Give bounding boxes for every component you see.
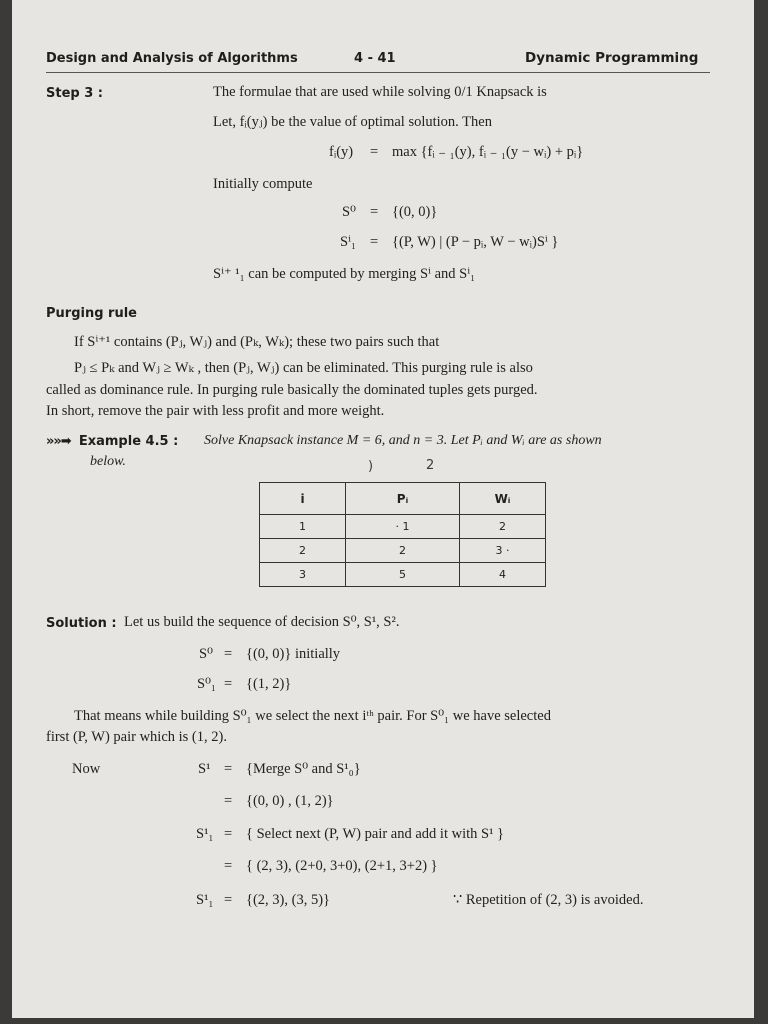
- pen-annotation: 2: [426, 458, 435, 473]
- page-number: 4 - 41: [354, 51, 396, 66]
- example-text-2: below.: [90, 454, 126, 469]
- table-cell: 4: [460, 563, 546, 587]
- sol-l2-eq: =: [224, 793, 233, 809]
- solution-label: Solution :: [46, 616, 117, 631]
- table-cell: · 1: [346, 515, 460, 539]
- sol-l5-eq: =: [224, 892, 233, 908]
- purging-line-2: Pⱼ ≤ Pₖ and Wⱼ ≥ Wₖ , then (Pⱼ, Wⱼ) can be eliminated. This purging rule is also: [74, 360, 533, 376]
- s0-eq: =: [370, 204, 379, 220]
- table-cell: 2: [260, 539, 346, 563]
- sol-l3-lhs: S¹₁: [196, 826, 214, 842]
- sol-s0-rhs: {(0, 0)} initially: [246, 646, 341, 662]
- sol-s0-lhs: S⁰: [199, 646, 213, 662]
- arrow-icon: »»➡: [46, 434, 71, 449]
- table-cell: 1: [260, 515, 346, 539]
- sol-l3-rhs: { Select next (P, W) pair and add it with S¹ }: [246, 826, 505, 842]
- table-cell: 2: [460, 515, 546, 539]
- step-line-1: The formulae that are used while solving 0/1 Knapsack is: [213, 84, 547, 100]
- table-row: [260, 539, 546, 563]
- sol-l1-rhs: {Merge S⁰ and S¹₀}: [246, 761, 361, 777]
- formula-eq: =: [370, 144, 379, 160]
- purging-line-3: called as dominance rule. In purging rule basically the dominated tuples gets purged.: [46, 382, 538, 398]
- formula-lhs: fᵢ(y): [329, 144, 354, 160]
- purging-line-1: If Sⁱ⁺¹ contains (Pⱼ, Wⱼ) and (Pₖ, Wₖ); these two pairs such that: [74, 334, 440, 350]
- table-row: [260, 515, 546, 539]
- table-header: i: [260, 483, 346, 515]
- table-cell: 3: [260, 563, 346, 587]
- sol-l4-rhs: { (2, 3), (2+0, 3+0), (2+1, 3+2) }: [246, 858, 438, 874]
- running-header-title: Design and Analysis of Algorithms: [46, 51, 298, 66]
- pen-annotation: ): [368, 459, 374, 474]
- sol-s01-rhs: {(1, 2)}: [246, 676, 292, 692]
- now-label: Now: [72, 761, 101, 777]
- sol-l1-lhs: S¹: [198, 761, 211, 777]
- purging-line-4: In short, remove the pair with less profit and more weight.: [46, 403, 385, 419]
- table-header: Wᵢ: [460, 483, 546, 515]
- s1-rhs: {(P, W) | (P − pᵢ, W − wᵢ)Sⁱ }: [392, 234, 559, 250]
- sol-s0-eq: =: [224, 646, 233, 662]
- sol-l2-rhs: {(0, 0) , (1, 2)}: [246, 793, 334, 809]
- step-label: Step 3 :: [46, 86, 103, 101]
- s0-lhs: S⁰: [342, 204, 356, 220]
- knapsack-table: [259, 482, 546, 587]
- formula-rhs: max {fᵢ ₋ ₁(y), fᵢ ₋ ₁(y − wᵢ) + pᵢ}: [392, 144, 584, 160]
- table-row: [260, 563, 546, 587]
- table-cell: 2: [346, 539, 460, 563]
- sol-s01-lhs: S⁰₁: [197, 676, 216, 692]
- sol-l5-note: ∵ Repetition of (2, 3) is avoided.: [453, 892, 644, 908]
- solution-para-1: That means while building S⁰₁ we select the next iᵗʰ pair. For S⁰₁ we have selected: [74, 708, 551, 724]
- page: [12, 0, 754, 1018]
- s1-eq: =: [370, 234, 379, 250]
- sol-l5-lhs: S¹₁: [196, 892, 214, 908]
- sol-l4-eq: =: [224, 858, 233, 874]
- s1-lhs: Sⁱ₁: [340, 234, 357, 250]
- example-heading: [46, 434, 178, 449]
- sol-l3-eq: =: [224, 826, 233, 842]
- running-header-chapter: Dynamic Programming: [525, 50, 699, 66]
- example-label: Example 4.5 :: [78, 434, 179, 449]
- table-cell: 3 ·: [460, 539, 546, 563]
- example-text-1: Solve Knapsack instance M = 6, and n = 3. Let Pᵢ and Wᵢ are as shown: [204, 433, 602, 448]
- s0-rhs: {(0, 0)}: [392, 204, 438, 220]
- sol-s01-eq: =: [224, 676, 233, 692]
- header-rule: [46, 72, 710, 73]
- sol-l1-eq: =: [224, 761, 233, 777]
- purging-title: Purging rule: [46, 306, 137, 321]
- solution-para-2: first (P, W) pair which is (1, 2).: [46, 729, 227, 745]
- initially-compute: Initially compute: [213, 176, 313, 192]
- merge-note: Sⁱ⁺ ¹₁ can be computed by merging Sⁱ and Sⁱ₁: [213, 266, 476, 282]
- table-header: Pᵢ: [346, 483, 460, 515]
- table-header-row: [260, 483, 546, 515]
- step-line-2: Let, fᵢ(yⱼ) be the value of optimal solution. Then: [213, 114, 492, 130]
- sol-l5-rhs: {(2, 3), (3, 5)}: [246, 892, 330, 908]
- table-cell: 5: [346, 563, 460, 587]
- solution-text: Let us build the sequence of decision S⁰, S¹, S².: [124, 614, 400, 630]
